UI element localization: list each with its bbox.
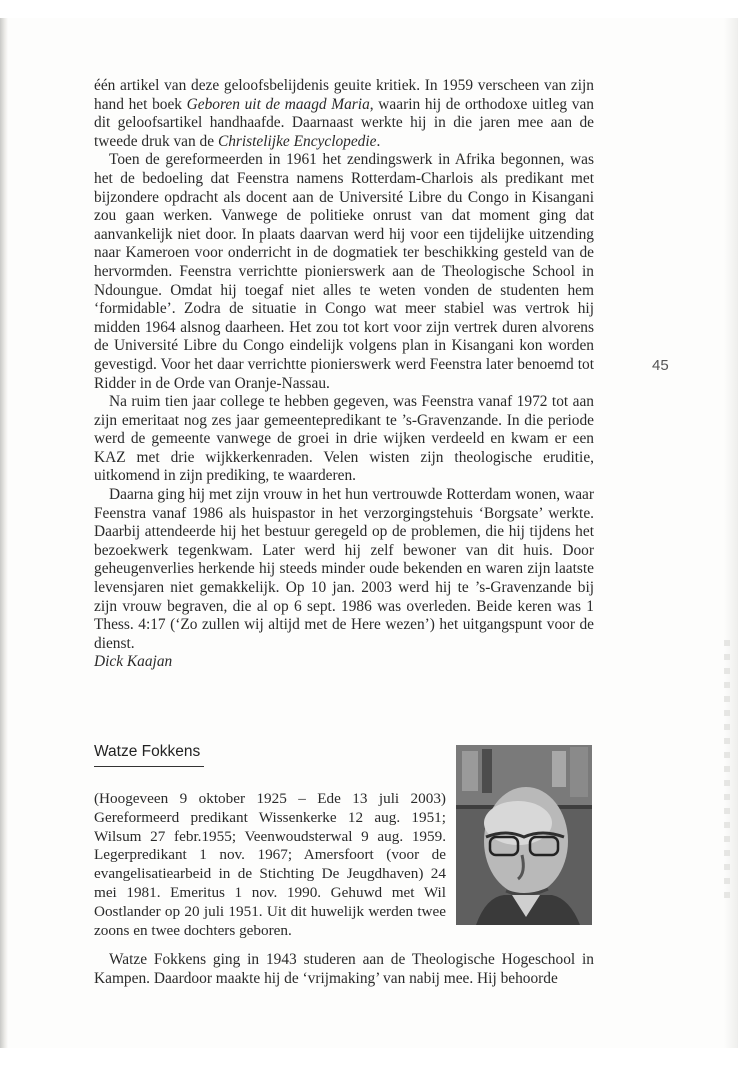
book-title: Geboren uit de maagd Maria [186,95,370,113]
bottom-margin [0,1048,738,1068]
main-text [94,77,594,672]
section-title-underline [94,766,204,767]
portrait-image [456,745,592,925]
portrait-photo [456,745,592,925]
binding-shadow [0,18,8,1048]
book-title: Christelijke Encyclopedie [217,132,377,150]
biography-block [94,790,446,940]
biography-text: (Hoogeveen 9 oktober 1925 – Ede 13 juli 2003) Gereformeerd predikant Wissenkerke 12 aug. 1951; Wilsum 27 febr.1955; Veenwoudsterwal 9 aug. 1959. Legerpredikant 1 nov. 1967; Amersfoort (voor de evangelisatiearbeid in de Stichting De Jeugdhaven) 24 mei 1981. Emeritus 1 nov. 1990. Gehuwd met Wil Oostlander op 20 juli 1951. Uit dit huwelijk werden twee zoons en twee dochters geboren. [94,790,446,939]
paragraph: Toen de gereformeerden in 1961 het zendingswerk in Afrika begonnen, was het de bedoeling dat Feenstra namens Rotterdam-Charlois als predikant met bijzondere opdracht als docent aan de Université Libre du Congo in Kisangani zou gaan werken. Vanwege de politieke onrust van dat moment ging dat aanvankelijk niet door. In plaats daarvan werd hij voor een tijdelijke uitzending naar Kameroen voor onderricht in de dogmatiek ter beschikking gesteld van de hervormden. Feenstra verrichtte pionierswerk aan de Theologische School in Ndoungue. Omdat hij toegaf niet alles te weten vonden de studenten hem ‘formidable’. Zodra de situatie in Congo wat meer stabiel was vertrok hij midden 1964 alsnog daarheen. Het zou tot kort voor zijn vertrek duren alvorens de Université Libre du Congo eindelijk volgens plan in Kisangani kon worden gevestigd. Voor het daar verrichtte pionierswerk werd Feenstra later benoemd tot Ridder in de Orde van Oranje-Nassau. [94,151,594,392]
paragraph-text: één artikel van deze geloofsbelijdenis geuite kritiek. In 1959 verscheen van zijn hand het boek [94,77,594,113]
top-margin [0,0,738,18]
author-signature: Dick Kaajan [94,653,173,671]
paragraph: Na ruim tien jaar college te hebben gegeven, was Feenstra vanaf 1972 tot aan zijn emeritaat nog zes jaar gemeentepredikant te ’s-Gravenzande. In die periode werd de gemeente vanwege de groei in drie wijken verdeeld en kwam er een KAZ met drie wijkkerkenraden. Velen wisten zijn theologische eruditie, uitkomend in zijn prediking, te waarderen. [94,393,594,485]
paragraph: Watze Fokkens ging in 1943 studeren aan de Theologische Hogeschool in Kampen. Daardoor maakte hij de ‘vrijmaking’ van nabij mee. Hij behoorde [94,951,594,987]
paragraph: Daarna ging hij met zijn vrouw in het hun vertrouwde Rotterdam wonen, waar Feenstra vanaf 1986 als huispastor in het verzorgingstehuis ‘Borgsate’ werkte. Daarbij attendeerde hij het bestuur geregeld op de problemen, die hij tijdens het bezoekwerk tegenkwam. Later werd hij zelf bewoner van dit huis. Door geheugenverlies herkende hij steeds minder oude bekenden en waren zijn laatste levensjaren niet gemakkelijk. Op 10 jan. 2003 werd hij te ’s-Gravenzande bij zijn vrouw begraven, die al op 6 sept. 1986 was overleden. Beide keren was 1 Thess. 4:17 (‘Zo zullen wij altijd met de Here wezen’) het uitgangspunt voor de dienst. [94,486,594,652]
bleed-through-marks [724,640,730,900]
section-title: Watze Fokkens [94,743,201,760]
page-number: 45 [652,357,669,374]
continuation-text [94,951,594,988]
paragraph: één artikel van deze geloofsbelijdenis geuite kritiek. In 1959 verscheen van zijn hand het boek Geboren uit de maagd Maria, waarin hij de orthodoxe uitleg van dit geloofsartikel handhaafde. Daarnaast werkte hij in die jaren mee aan de tweede druk van de Christelijke Encyclopedie. [94,77,594,150]
